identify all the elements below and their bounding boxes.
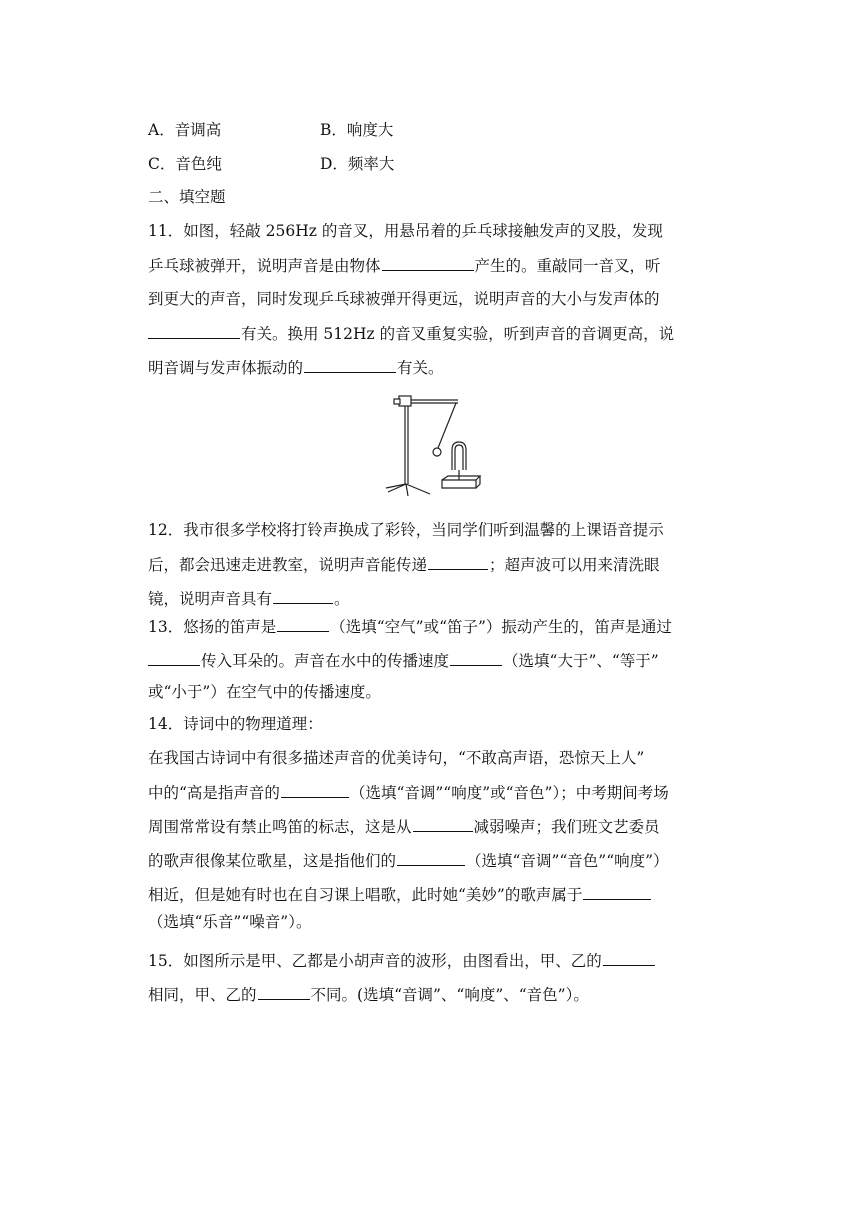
q11-text: 乒乓球被弹开，说明声音是由物体: [148, 257, 381, 275]
q14-text: 周围常常设有禁止鸣笛的标志，这是从: [148, 818, 412, 836]
q12-line-1: 12．我市很多学校将打铃声换成了彩铃，当同学们听到温馨的上课语音提示: [148, 521, 664, 539]
answer-blank: [413, 816, 473, 832]
answer-blank: [304, 357, 396, 373]
answer-blank: [273, 588, 333, 604]
q15-line-2: [148, 984, 589, 1005]
answer-blank: [382, 255, 474, 271]
option-a: A．音调高: [148, 121, 222, 139]
answer-blank: [258, 984, 310, 1000]
q11-text: 有关。: [397, 359, 444, 377]
q13-text: 13．悠扬的笛声是: [148, 618, 277, 636]
section-title: 二、填空题: [148, 188, 226, 206]
q13-line-1: [148, 616, 672, 637]
q15-line-1: [148, 950, 656, 971]
q13-text: （选填“空气”或“笛子”）振动产生的，笛声是通过: [330, 618, 672, 636]
option-d: D．频率大: [320, 155, 395, 173]
q11-text: 产生的。重敲同一音叉，听: [474, 257, 661, 275]
q12-line-2: [148, 554, 660, 575]
q12-text: ；超声波可以用来清洗眼: [489, 556, 660, 574]
q11-text: 明音调与发声体振动的: [148, 359, 304, 377]
q13-line-3: 或“小于”）在空气中的传播速度。: [148, 683, 381, 701]
q11-line-4: [148, 323, 674, 344]
q14-text: 减弱噪声；我们班文艺委员: [473, 818, 660, 836]
answer-blank: [603, 950, 655, 966]
q14-line-2: [148, 782, 669, 803]
answer-blank: [277, 616, 329, 632]
q11-line-1: 11．如图，轻敲 256Hz 的音叉，用悬吊着的乒乓球接触发声的叉股，发现: [148, 222, 663, 240]
q11-line-5: [148, 357, 444, 378]
q14-text: 的歌声很像某位歌星，这是指他们的: [148, 852, 397, 870]
q12-text: 后，都会迅速走进教室，说明声音能传递: [148, 556, 428, 574]
answer-blank: [148, 323, 240, 339]
q14-text: （选填“音调”“音色”“响度”）: [466, 852, 669, 870]
answer-blank: [450, 650, 502, 666]
q11-text: 有关。换用 512Hz 的音叉重复实验，听到声音的音调更高，说: [241, 325, 675, 343]
answer-blank: [583, 884, 651, 900]
q14-title: 14．诗词中的物理道理：: [148, 715, 323, 733]
q13-text: （选填“大于”、“等于”: [503, 652, 659, 670]
option-b: B．响度大: [320, 121, 394, 139]
answer-blank: [428, 554, 488, 570]
q15-text: 相同，甲、乙的: [148, 986, 257, 1004]
q11-line-2: [148, 255, 661, 276]
tuning-fork-figure: [378, 392, 488, 500]
q14-text: （选填“音调”“响度”或“音色”）；中考期间考场: [349, 784, 669, 802]
answer-blank: [397, 850, 465, 866]
q14-text: 中的“高是指声音的: [148, 784, 280, 802]
q13-text: 传入耳朵的。声音在水中的传播速度: [201, 652, 450, 670]
q12-text: 镜，说明声音具有: [148, 590, 273, 608]
answer-blank: [281, 782, 349, 798]
q15-text: 不同。(选填“音调”、“响度”、“音色”）。: [310, 986, 589, 1004]
q14-line-5: [148, 884, 652, 905]
q12-text: 。: [334, 590, 350, 608]
q14-line-1: 在我国古诗词中有很多描述声音的优美诗句，“不敢高声语，恐惊天上人”: [148, 749, 645, 767]
q14-text: 相近，但是她有时也在自习课上唱歌，此时她“美妙”的歌声属于: [148, 886, 583, 904]
q14-line-3: [148, 816, 660, 837]
q15-text: 15．如图所示是甲、乙都是小胡声音的波形，由图看出，甲、乙的: [148, 952, 602, 970]
q12-line-3: [148, 588, 350, 609]
q13-line-2: [148, 650, 659, 671]
answer-blank: [148, 650, 200, 666]
q14-line-4: [148, 850, 669, 871]
q14-line-6: （选填“乐音”“噪音”）。: [148, 913, 312, 931]
option-c: C．音色纯: [148, 155, 222, 173]
q11-line-3: 到更大的声音，同时发现乒乓球被弹开得更远，说明声音的大小与发声体的: [148, 290, 660, 308]
